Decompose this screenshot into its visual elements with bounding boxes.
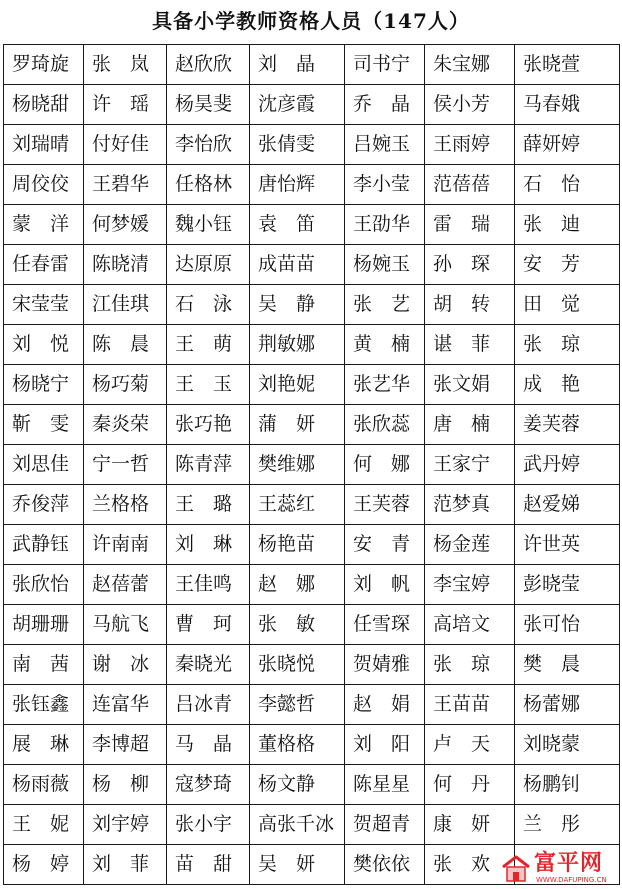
watermark-url: WWW.DAFUPING.CN	[536, 876, 607, 884]
name-cell: 王 萌	[167, 325, 250, 365]
name-cell: 张 琼	[515, 325, 620, 365]
name-cell: 陈 晨	[84, 325, 167, 365]
name-cell: 寇梦琦	[167, 765, 250, 805]
name-cell: 侯小芳	[425, 85, 515, 125]
name-cell: 张文娟	[425, 365, 515, 405]
name-cell: 贺超青	[345, 805, 425, 845]
name-cell: 李懿哲	[250, 685, 345, 725]
table-row	[4, 85, 620, 125]
name-cell: 卢 天	[425, 725, 515, 765]
name-cell: 杨 婷	[4, 845, 84, 885]
name-cell: 许世英	[515, 525, 620, 565]
name-cell: 王 妮	[4, 805, 84, 845]
name-cell: 许 瑶	[84, 85, 167, 125]
name-cell: 张晓悦	[250, 645, 345, 685]
name-cell: 刘宇婷	[84, 805, 167, 845]
name-cell: 杨艳苗	[250, 525, 345, 565]
name-cell: 张 敏	[250, 605, 345, 645]
table-row	[4, 205, 620, 245]
name-cell: 刘瑞晴	[4, 125, 84, 165]
name-cell: 李怡欣	[167, 125, 250, 165]
name-cell: 许南南	[84, 525, 167, 565]
teacher-roster-table	[3, 44, 620, 885]
name-cell: 苗 甜	[167, 845, 250, 885]
name-cell: 赵欣欣	[167, 45, 250, 85]
name-cell: 谌 菲	[425, 325, 515, 365]
name-cell: 兰 彤	[515, 805, 620, 845]
name-cell: 罗琦旋	[4, 45, 84, 85]
table-row	[4, 805, 620, 845]
name-cell: 张可怡	[515, 605, 620, 645]
page-title: 具备小学教师资格人员（147人）	[152, 9, 470, 33]
name-cell: 沈彦霞	[250, 85, 345, 125]
table-row	[4, 125, 620, 165]
name-cell: 安 芳	[515, 245, 620, 285]
name-cell: 司书宁	[345, 45, 425, 85]
name-cell: 成苗苗	[250, 245, 345, 285]
name-cell: 张 欢	[425, 845, 515, 885]
name-cell: 兰格格	[84, 485, 167, 525]
name-cell: 赵 娜	[250, 565, 345, 605]
table-row	[4, 445, 620, 485]
table-row	[4, 245, 620, 285]
name-cell: 连富华	[84, 685, 167, 725]
name-cell: 胡 转	[425, 285, 515, 325]
name-cell: 赵蓓蕾	[84, 565, 167, 605]
name-cell: 秦炎荣	[84, 405, 167, 445]
name-cell: 范梦真	[425, 485, 515, 525]
name-cell: 王 璐	[167, 485, 250, 525]
name-cell: 安 青	[345, 525, 425, 565]
name-cell: 张艺华	[345, 365, 425, 405]
name-cell: 张 迪	[515, 205, 620, 245]
name-cell: 吕冰青	[167, 685, 250, 725]
name-cell: 田 觉	[515, 285, 620, 325]
name-cell: 彭晓莹	[515, 565, 620, 605]
name-cell: 刘 菲	[84, 845, 167, 885]
name-cell: 杨雨薇	[4, 765, 84, 805]
name-cell: 蒲 妍	[250, 405, 345, 445]
name-cell: 周佼佼	[4, 165, 84, 205]
name-cell: 唐 楠	[425, 405, 515, 445]
name-cell: 贺婧雅	[345, 645, 425, 685]
name-cell: 杨蕾娜	[515, 685, 620, 725]
name-cell: 刘思佳	[4, 445, 84, 485]
name-cell: 李小莹	[345, 165, 425, 205]
name-cell: 马春娥	[515, 85, 620, 125]
name-cell: 张欣蕊	[345, 405, 425, 445]
name-cell: 达原原	[167, 245, 250, 285]
name-cell: 刘 琳	[167, 525, 250, 565]
name-cell: 王家宁	[425, 445, 515, 485]
name-cell: 任雪琛	[345, 605, 425, 645]
name-cell: 张欣怡	[4, 565, 84, 605]
name-cell: 刘 悦	[4, 325, 84, 365]
table-row	[4, 685, 620, 725]
name-cell: 王劭华	[345, 205, 425, 245]
name-cell: 康 妍	[425, 805, 515, 845]
name-cell: 武静钰	[4, 525, 84, 565]
name-cell: 靳 雯	[4, 405, 84, 445]
name-cell: 荆敏娜	[250, 325, 345, 365]
name-cell: 杨巧菊	[84, 365, 167, 405]
name-cell: 陈晓清	[84, 245, 167, 285]
name-cell: 张钰鑫	[4, 685, 84, 725]
name-cell: 杨晓宁	[4, 365, 84, 405]
name-cell: 杨金莲	[425, 525, 515, 565]
watermark-text: 富平网	[534, 851, 604, 876]
table-row	[4, 365, 620, 405]
name-cell: 赵爱娣	[515, 485, 620, 525]
name-cell: 雷 瑞	[425, 205, 515, 245]
name-cell: 李博超	[84, 725, 167, 765]
name-cell: 黄 楠	[345, 325, 425, 365]
name-cell: 成 艳	[515, 365, 620, 405]
name-cell: 杨文静	[250, 765, 345, 805]
name-cell: 张巧艳	[167, 405, 250, 445]
name-cell: 秦晓光	[167, 645, 250, 685]
name-cell: 吴 妍	[250, 845, 345, 885]
name-cell: 何 娜	[345, 445, 425, 485]
table-row	[4, 405, 620, 445]
name-cell: 魏小钰	[167, 205, 250, 245]
house-logo-icon	[500, 853, 532, 885]
name-cell: 武丹婷	[515, 445, 620, 485]
name-cell: 曹 珂	[167, 605, 250, 645]
name-cell: 刘艳妮	[250, 365, 345, 405]
name-cell: 马 晶	[167, 725, 250, 765]
name-cell: 何梦媛	[84, 205, 167, 245]
name-cell: 刘晓蒙	[515, 725, 620, 765]
name-cell: 付好佳	[84, 125, 167, 165]
name-cell: 高培文	[425, 605, 515, 645]
name-cell: 展 琳	[4, 725, 84, 765]
table-row	[4, 725, 620, 765]
name-cell: 薛妍婷	[515, 125, 620, 165]
table-row	[4, 525, 620, 565]
name-cell: 王 玉	[167, 365, 250, 405]
name-cell: 杨晓甜	[4, 85, 84, 125]
name-cell: 蒙 洋	[4, 205, 84, 245]
name-cell: 李宝婷	[425, 565, 515, 605]
name-cell: 樊维娜	[250, 445, 345, 485]
name-cell: 乔 晶	[345, 85, 425, 125]
name-cell: 乔俊萍	[4, 485, 84, 525]
name-cell: 杨鹏钊	[515, 765, 620, 805]
name-cell: 张小宇	[167, 805, 250, 845]
name-cell: 杨昊斐	[167, 85, 250, 125]
name-cell: 王芙蓉	[345, 485, 425, 525]
table-row	[4, 765, 620, 805]
table-row	[4, 485, 620, 525]
name-cell: 王碧华	[84, 165, 167, 205]
name-cell: 胡珊珊	[4, 605, 84, 645]
table-row	[4, 45, 620, 85]
name-cell: 杨 柳	[84, 765, 167, 805]
name-cell: 陈青萍	[167, 445, 250, 485]
name-cell: 樊依依	[345, 845, 425, 885]
name-cell: 吴 静	[250, 285, 345, 325]
name-cell: 王雨婷	[425, 125, 515, 165]
name-cell: 马航飞	[84, 605, 167, 645]
name-cell: 高张千冰	[250, 805, 345, 845]
table-row	[4, 165, 620, 205]
name-cell: 刘 晶	[250, 45, 345, 85]
table-row	[4, 645, 620, 685]
name-cell: 朱宝娜	[425, 45, 515, 85]
name-cell: 唐怡辉	[250, 165, 345, 205]
roster-body	[4, 45, 620, 885]
name-cell: 张倩雯	[250, 125, 345, 165]
name-cell: 宋莹莹	[4, 285, 84, 325]
name-cell: 姜芙蓉	[515, 405, 620, 445]
name-cell: 江佳琪	[84, 285, 167, 325]
name-cell: 刘 帆	[345, 565, 425, 605]
name-cell: 石 怡	[515, 165, 620, 205]
name-cell: 任春雷	[4, 245, 84, 285]
name-cell: 张 岚	[84, 45, 167, 85]
name-cell: 赵 娟	[345, 685, 425, 725]
name-cell: 张 艺	[345, 285, 425, 325]
name-cell: 石 泳	[167, 285, 250, 325]
name-cell: 陈星星	[345, 765, 425, 805]
table-row	[4, 325, 620, 365]
name-cell: 孙 琛	[425, 245, 515, 285]
name-cell: 王蕊红	[250, 485, 345, 525]
name-cell: 张晓萱	[515, 45, 620, 85]
name-cell: 任格林	[167, 165, 250, 205]
name-cell: 吕婉玉	[345, 125, 425, 165]
table-row	[4, 605, 620, 645]
name-cell: 王苗苗	[425, 685, 515, 725]
name-cell: 范蓓蓓	[425, 165, 515, 205]
name-cell: 南 茜	[4, 645, 84, 685]
name-cell: 袁 笛	[250, 205, 345, 245]
name-cell: 樊 晨	[515, 645, 620, 685]
name-cell: 董格格	[250, 725, 345, 765]
name-cell: 宁一哲	[84, 445, 167, 485]
table-row	[4, 285, 620, 325]
name-cell: 杨婉玉	[345, 245, 425, 285]
name-cell: 刘 阳	[345, 725, 425, 765]
site-watermark	[500, 851, 618, 887]
name-cell: 何 丹	[425, 765, 515, 805]
name-cell: 张 琼	[425, 645, 515, 685]
table-row	[4, 565, 620, 605]
name-cell: 王佳鸣	[167, 565, 250, 605]
name-cell: 谢 冰	[84, 645, 167, 685]
